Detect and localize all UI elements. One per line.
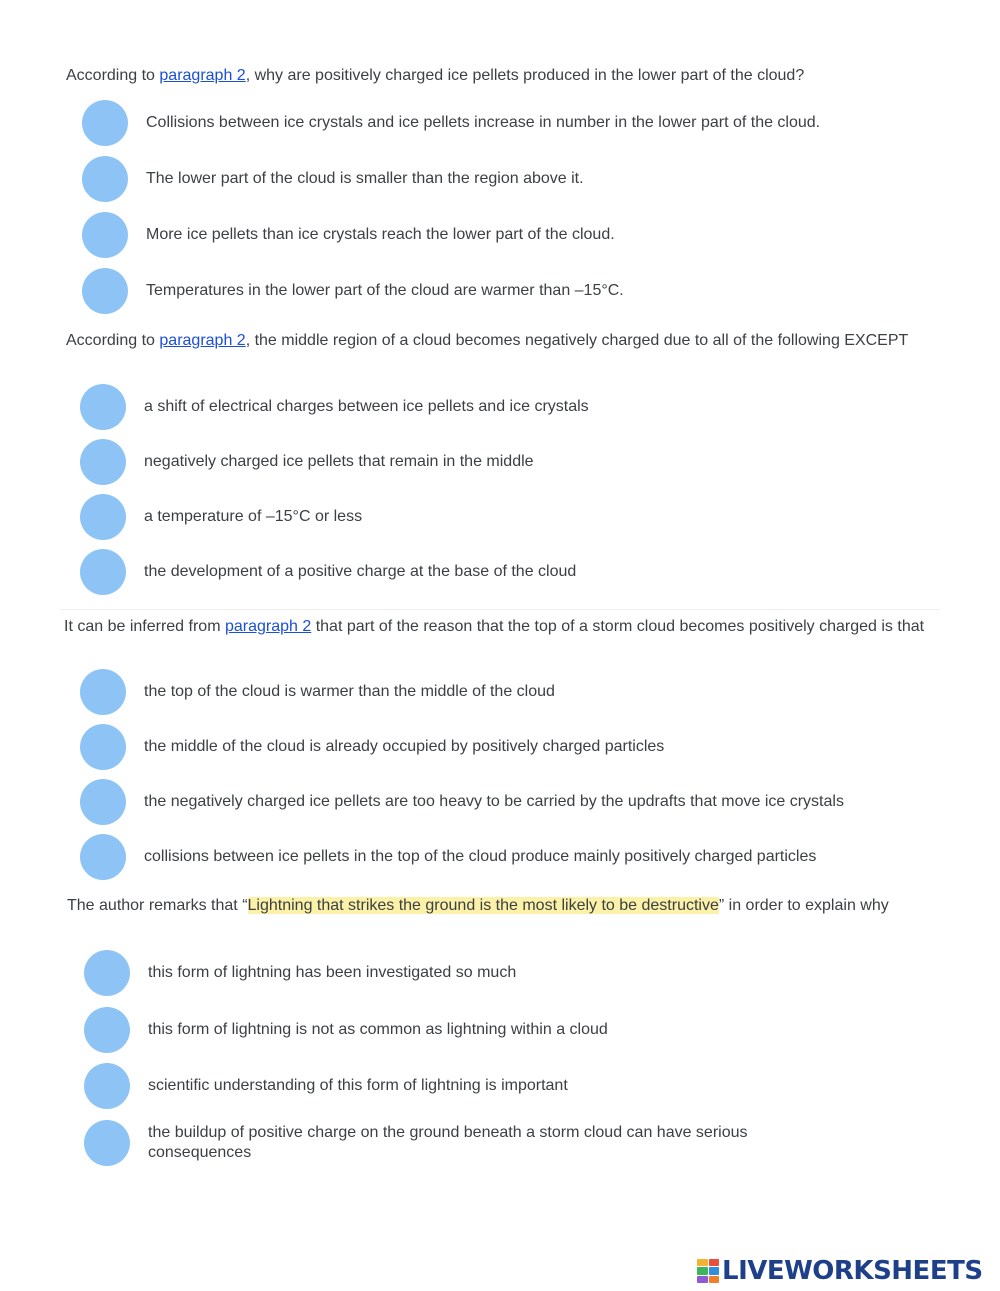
option-label: the top of the cloud is warmer than the middle of the cloud <box>144 683 555 700</box>
question-2-prompt <box>66 331 946 351</box>
paragraph-link[interactable]: paragraph 2 <box>224 618 312 635</box>
question-4-option-3[interactable] <box>84 1063 954 1109</box>
question-4-option-2[interactable] <box>84 1007 954 1053</box>
option-label: scientific understanding of this form of lightning is important <box>148 1077 568 1094</box>
option-label: the buildup of positive charge on the ground beneath a storm cloud can have serious consequences <box>148 1124 748 1161</box>
question-2-option-3[interactable] <box>80 494 950 540</box>
question-suffix: , the middle region of a cloud becomes negatively charged due to all of the following EXCEPT <box>245 332 909 349</box>
option-label: More ice pellets than ice crystals reach the lower part of the cloud. <box>146 226 615 243</box>
option-label: this form of lightning is not as common as lightning within a cloud <box>148 1021 608 1038</box>
question-prefix: According to <box>66 332 160 349</box>
radio-button[interactable] <box>82 268 128 314</box>
radio-button[interactable] <box>80 549 126 595</box>
option-label: collisions between ice pellets in the top of the cloud produce mainly positively charged particles <box>144 848 817 865</box>
logo-mark-icon <box>697 1259 719 1283</box>
question-1-option-1[interactable] <box>82 100 952 146</box>
radio-button[interactable] <box>84 1120 130 1166</box>
question-1-option-2[interactable] <box>82 156 952 202</box>
question-4-option-1[interactable] <box>84 950 954 996</box>
question-1-option-4[interactable] <box>82 268 952 314</box>
radio-button[interactable] <box>80 779 126 825</box>
question-suffix: , why are positively charged ice pellets produced in the lower part of the cloud? <box>245 67 805 84</box>
option-label: a shift of electrical charges between ice pellets and ice crystals <box>144 398 589 415</box>
option-label: Collisions between ice crystals and ice pellets increase in number in the lower part of the cloud. <box>146 114 821 131</box>
radio-button[interactable] <box>84 1063 130 1109</box>
radio-button[interactable] <box>80 669 126 715</box>
question-suffix: ” in order to explain why <box>718 897 889 914</box>
question-4-option-4[interactable] <box>84 1120 844 1166</box>
option-label: the development of a positive charge at the base of the cloud <box>144 563 577 580</box>
radio-button[interactable] <box>82 212 128 258</box>
option-label: a temperature of –15°C or less <box>144 508 363 525</box>
paragraph-link[interactable]: paragraph 2 <box>159 332 246 349</box>
logo-text: LIVEWORKSHEETS <box>722 1256 983 1286</box>
radio-button[interactable] <box>80 834 126 880</box>
option-label: the middle of the cloud is already occupied by positively charged particles <box>144 738 665 755</box>
question-1-option-3[interactable] <box>82 212 952 258</box>
radio-button[interactable] <box>80 724 126 770</box>
highlighted-quote: Lightning that strikes the ground is the most likely to be destructive <box>247 897 719 914</box>
question-3-option-4[interactable] <box>80 834 950 880</box>
option-label: Temperatures in the lower part of the cloud are warmer than –15°C. <box>146 282 624 299</box>
question-prefix: According to <box>66 67 160 84</box>
question-prefix: It can be inferred from <box>64 618 225 635</box>
radio-button[interactable] <box>82 100 128 146</box>
question-3-option-3[interactable] <box>80 779 950 825</box>
question-2-option-4[interactable] <box>80 549 950 595</box>
question-2-option-2[interactable] <box>80 439 950 485</box>
radio-button[interactable] <box>80 439 126 485</box>
option-label: the negatively charged ice pellets are too heavy to be carried by the updrafts that move ice crystals <box>144 793 844 810</box>
question-2-option-1[interactable] <box>80 384 950 430</box>
radio-button[interactable] <box>82 156 128 202</box>
radio-button[interactable] <box>84 1007 130 1053</box>
question-3-option-2[interactable] <box>80 724 950 770</box>
question-4-prompt <box>67 896 947 916</box>
radio-button[interactable] <box>80 384 126 430</box>
question-1-prompt <box>66 66 946 86</box>
question-3-option-1[interactable] <box>80 669 950 715</box>
option-label: negatively charged ice pellets that remain in the middle <box>144 453 534 470</box>
question-prefix: The author remarks that “ <box>67 897 248 914</box>
section-divider <box>60 609 940 610</box>
liveworksheets-logo <box>697 1257 983 1285</box>
radio-button[interactable] <box>80 494 126 540</box>
paragraph-link[interactable]: paragraph 2 <box>159 67 246 84</box>
question-3-prompt <box>64 617 944 637</box>
question-suffix: that part of the reason that the top of a storm cloud becomes positively charged is that <box>311 618 925 635</box>
option-label: The lower part of the cloud is smaller than the region above it. <box>146 170 584 187</box>
radio-button[interactable] <box>84 950 130 996</box>
option-label: this form of lightning has been investigated so much <box>148 964 517 981</box>
